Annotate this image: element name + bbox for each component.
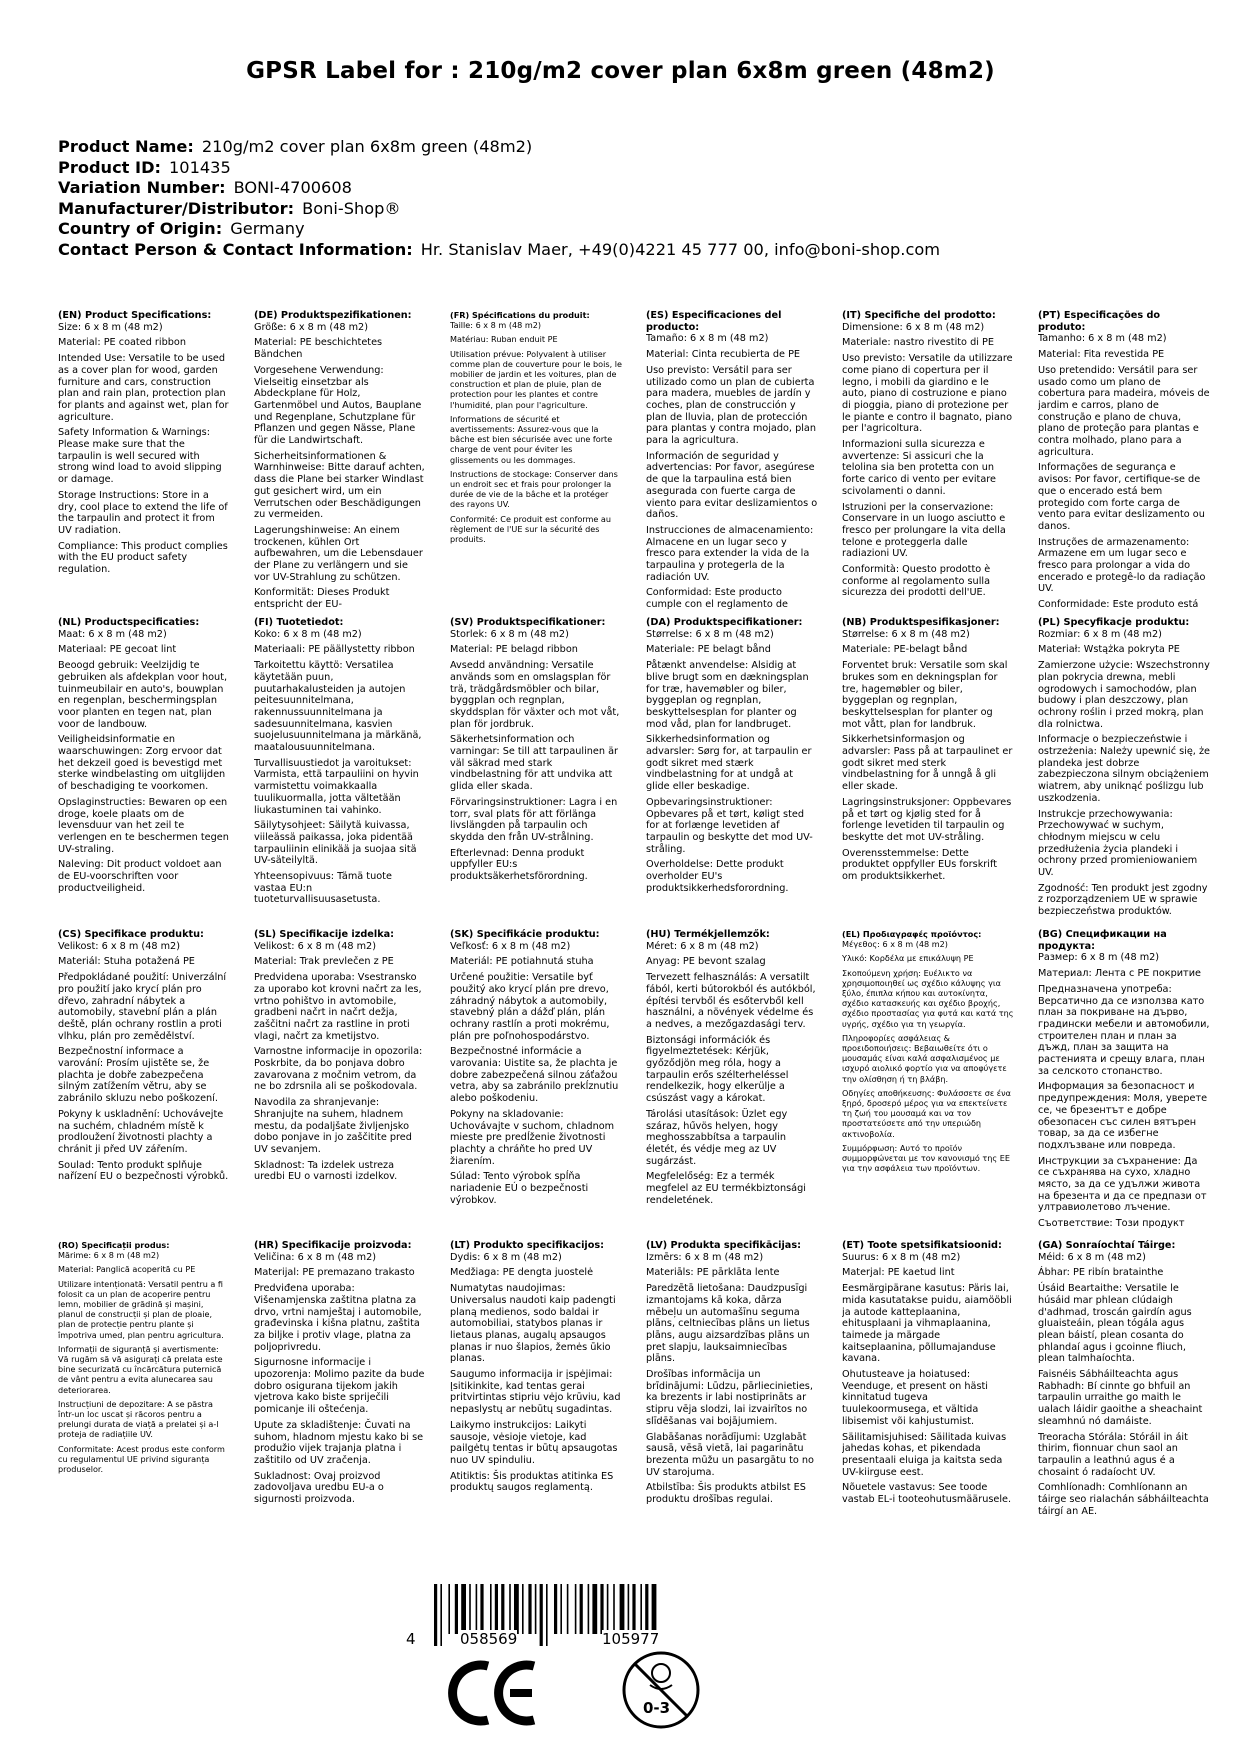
barcode-bar [640,1584,642,1634]
spec-paragraph: Sikkerhetsinformasjon og advarsler: Pass på at tarpaulinet er godt sikret med sterk vindbelastning for å unngå å gli eller skade. [842,734,1013,793]
info-label: Product ID: [58,157,161,177]
info-label: Variation Number: [58,178,226,197]
spec-heading: (LT) Produkto specifikacijos: [450,1240,605,1251]
spec-paragraph: Soulad: Tento produkt splňuje nařízení EU o bezpečnosti výrobků. [58,1159,229,1183]
spec-heading: (RO) Specificații produs: [58,1240,170,1250]
spec-heading: (SK) Špecifikácie produktu: [450,929,600,940]
barcode-bar [613,1584,615,1634]
spec-paragraph: Konformität: Dieses Produkt entspricht der EU- [254,587,390,610]
barcode-bar [448,1584,450,1634]
spec-paragraph: Material: PE beschichtetes Bändchen [254,337,383,361]
spec-paragraph: Medžiaga: PE dengta juostelė [450,1267,594,1279]
spec-section [450,929,622,1229]
barcode-bar [501,1584,504,1634]
spec-paragraph: Materijal: PE premazano trakasto [254,1267,415,1279]
spec-paragraph: Varnostne informacije in opozorila: Poskrbite, da bo ponjava dobro zavarovana z močnim vetrom, da ne bo zdrsnila ali se poškodovala. [254,1046,423,1093]
spec-size: Méret: 6 x 8 m (48 m2) [646,940,759,952]
spec-size: Tamaño: 6 x 8 m (48 m2) [646,333,769,345]
spec-paragraph: Tarkoitettu käyttö: Versatilea käytetään puun, puutarhakalusteiden ja autojen peitesuunnitelmana, rakennussuunnitelmana ja sadesuunnitelmana, kasvien suojelusuunnitelmana ja märkänä, maatalousuunnitelmana. [254,660,422,754]
info-row [58,219,1198,240]
spec-paragraph: Safety Information & Warnings: Please make sure that the tarpaulin is well secured with strong wind load to avoid slipping or damage. [58,427,222,486]
spec-size: Størrelse: 6 x 8 m (48 m2) [646,628,774,640]
barcode-bar [554,1584,557,1634]
barcode-bar [461,1584,466,1634]
barcode-bar [546,1584,548,1646]
spec-paragraph: Ábhar: PE ribín bratainthe [1038,1267,1164,1279]
spec-paragraph: Pokyny na skladovanie: Uchovávajte v suchom, chladnom mieste pre predĺženie životnosti plachty a chráňte ho pred UV žiarením. [450,1108,615,1167]
spec-heading: (SL) Specifikacije izdelka: [254,929,395,940]
spec-paragraph: Atitiktis: Šis produktas atitinka ES produktų saugos reglamentą. [450,1470,614,1494]
spec-heading: (EL) Προδιαγραφές προϊόντος: [842,929,982,939]
info-value: Hr. Stanislav Maer, +49(0)4221 45 777 00, info@boni-shop.com [420,239,941,259]
spec-size: Rozmiar: 6 x 8 m (48 m2) [1038,628,1162,640]
spec-paragraph: Treoracha Stórála: Stóráil in áit thirim, fionnuar chun saol an tarpaulin a leathnú agus é a chosaint ó radaíocht UV. [1038,1431,1188,1478]
spec-paragraph: Sicherheitsinformationen & Warnhinweise: Bitte darauf achten, dass die Plane bei starker Windlast gut gesichert wird, um ein Verrutschen oder Beschädigungen zu vermeiden. [254,450,425,521]
spec-section [842,310,1014,610]
info-row [58,137,1198,158]
barcode-bar [514,1584,519,1634]
spec-paragraph: Biztonsági információk és figyelmeztetések: Kérjük, győződjön meg róla, hogy a tarpaulin erős szélterheléssel rendelkezik, hogy elkerülje a csúszást vagy a károkat. [646,1034,789,1105]
barcode-bar [620,1584,625,1634]
barcode-bar [455,1584,458,1634]
spec-paragraph: Инструкции за съхранение: Да се съхранява на сухо, хладно място, за да се удължи живота на брезента и да се предпази от ултравиолетово лъчение. [1038,1155,1207,1214]
spec-size: Taille: 6 x 8 m (48 m2) [450,320,542,331]
spec-size: Mărime: 6 x 8 m (48 m2) [58,1250,160,1261]
info-value: Boni-Shop® [302,198,401,218]
spec-size: Izmērs: 6 x 8 m (48 m2) [646,1251,764,1263]
barcode-bar [434,1584,437,1646]
spec-size: Storlek: 6 x 8 m (48 m2) [450,628,569,640]
spec-paragraph: Comhlíonadh: Comhlíonann an táirge seo rialachán sábháilteachta táirgí an AE. [1038,1482,1209,1517]
spec-paragraph: Conformità: Questo prodotto è conforme al regolamento sulla sicurezza dei prodotti dell'UE. [842,564,991,599]
spec-heading: (PT) Especificações do produto: [1038,310,1161,333]
spec-paragraph: Tárolási utasítások: Üzlet egy száraz, hűvös helyen, hogy meghosszabbítsa a tarpaulin életét, és védje meg az UV sugárzást. [646,1108,788,1167]
spec-size: Größe: 6 x 8 m (48 m2) [254,321,368,333]
spec-paragraph: Určené použitie: Versatile byť použitý ako krycí plán pre drevo, záhradný nábytok a automobily, stavebný plán a dážď plán, plán ochrany rastlín a proti mokrému, plán pre poľnohospodárstvo. [450,972,610,1042]
spec-paragraph: Opslaginstructies: Bewaren op een droge, koele plaats om de levensduur van het zeil te verlengen en te beschermen tegen UV-straling. [58,796,229,855]
spec-paragraph: Informazioni sulla sicurezza e avvertenze: Si assicuri che la telolina sia ben protetta con un forte carico di vento per evitare scivolamenti o danni. [842,439,997,497]
spec-paragraph: Compliance: This product complies with the EU product safety regulation. [58,540,228,576]
spec-paragraph: Anyag: PE bevont szalag [646,956,766,968]
barcode-bar [607,1584,609,1634]
barcode-bar [560,1584,562,1634]
spec-paragraph: Glabāšanas norādījumi: Uzglabāt sausā, vēsā vietā, lai pagarinātu brezenta mūžu un pasargātu to no UV starojuma. [646,1431,814,1478]
spec-size: Size: 6 x 8 m (48 m2) [58,321,163,333]
age-warning-icon [620,1645,702,1735]
spec-section [646,617,818,917]
barcode [406,1584,732,1648]
spec-size: Tamanho: 6 x 8 m (48 m2) [1038,333,1167,345]
barcode-bar [490,1584,492,1634]
barcode-bar [628,1584,630,1634]
spec-paragraph: Materiał: Wstążka pokryta PE [1038,644,1180,656]
spec-paragraph: Faisnéis Sábháilteachta agus Rabhadh: Bí cinnte go bhfuil an tarpaulin urraithe go maith le ualach láidir gaoithe a sheachaint sleamhnú nó damáiste. [1038,1369,1203,1427]
spec-section [1038,310,1210,610]
spec-heading: (HR) Specifikacije proizvoda: [254,1240,412,1251]
spec-paragraph: Uso previsto: Versátil para ser utilizado como un plan de cubierta para madera, muebles de jardín y coches, plan de construcción y plan de lluvia, plan de protección para plantas y contra mojado, plan para la agricultura. [646,364,817,447]
spec-paragraph: Instrucțiuni de depozitare: A se păstra într-un loc uscat și răcoros pentru a prelungi durata de viață a prelatei și a-l proteja de radiațiile UV. [58,1398,219,1440]
spec-heading: (EN) Product Specifications: [58,310,212,321]
spec-paragraph: Uso previsto: Versatile da utilizzare come piano di copertura per il legno, i mobili da giardino e le auto, piano di costruzione e piano di pioggia, piano di protezione per le piante e contro il bagnato, piano per l'agricoltura. [842,353,1013,435]
barcode-bar [480,1584,483,1634]
info-row [58,158,1198,179]
spec-paragraph: Utilizare intenționată: Versatil pentru a fi folosit ca un plan de acoperire pentru lemn, mobilier de grădină și mașini, planul de construcții și plan de ploaie, plan de protecție pentru plante și împotriva umed, plan pentru agricultura. [58,1278,224,1340]
spec-paragraph: Navodila za shranjevanje: Shranjujte na suhem, hladnem mestu, da podaljšate življenjsko dobo ponjave in jo zaščitite pred UV sevanjem. [254,1097,412,1155]
spec-paragraph: Turvallisuustiedot ja varoitukset: Varmista, että tarpauliini on hyvin varmistettu voimakkaalla tuulikuormalla, jotta vältetään liukastuminen tai vahinko. [254,757,419,816]
spec-heading: (NL) Productspecificaties: [58,617,200,628]
spec-paragraph: Υλικό: Κορδέλα με επικάλυψη PE [842,953,974,964]
spec-paragraph: Istruzioni per la conservazione: Conservare in un luogo asciutto e fresco per prolungare la vita della telone e proteggerla dalle radiazioni UV. [842,501,1006,560]
spec-size: Μέγεθος: 6 x 8 m (48 m2) [842,939,948,950]
barcode-bar [600,1584,603,1634]
barcode-bar [567,1584,569,1634]
barcode-bar [522,1584,524,1634]
spec-paragraph: Materiale: PE-belagt bånd [842,644,968,656]
spec-paragraph: Zgodność: Ten produkt jest zgodny z rozporządzeniem UE w sprawie bezpieczeństwa produktów. [1038,882,1208,917]
spec-size: Velikost: 6 x 8 m (48 m2) [58,940,180,952]
spec-section [1038,1240,1210,1540]
spec-paragraph: Instrukcje przechowywania: Przechowywać w suchym, chłodnym miejscu w celu przedłużenia życia plandeki i ochrony przed promieniowaniem UV. [1038,808,1198,879]
spec-paragraph: Úsáid Beartaithe: Versatile le húsáid mar phlean clúdaigh d'adhmad, troscán gairdín agus gluaisteáin, plean tógála agus plean báistí, plean cosanta do phlandaí agus i gcoinne fliuch, plean talmhaíochta. [1038,1283,1192,1365]
spec-paragraph: Instrucciones de almacenamiento: Almacene en un lugar seco y fresco para extender la vida de la tarpaulina y protegerla de la radiación UV. [646,524,814,583]
spec-paragraph: Ohutusteave ja hoiatused: Veenduge, et present on hästi kinnitatud tugeva tuulekoormusega, et vältida libisemist või kahjustumist. [842,1369,988,1427]
spec-paragraph: Material: PE belagd ribbon [450,644,578,656]
spec-heading: (FR) Spécifications du produit: [450,310,590,320]
specifications-grid [58,310,1210,1550]
spec-paragraph: Overholdelse: Dette produkt overholder EU's produktsikkerhedsforordning. [646,859,789,894]
spec-section [254,929,426,1229]
barcode-bar [469,1584,471,1634]
spec-paragraph: Sukladnost: Ovaj proizvod zadovoljava uredbu EU-a o sigurnosti proizvoda. [254,1470,384,1506]
barcode-bar [476,1584,478,1634]
spec-size: Veľkosť: 6 x 8 m (48 m2) [450,940,571,952]
spec-paragraph: Σκοπούμενη χρήση: Ευέλικτο να χρησιμοποιηθεί ως σχέδιο κάλυψης για ξύλο, έπιπλα κήπου και αυτοκίνητα, σχέδιο κατασκευής και σχέδιο βροχής, σχέδιο προστασίας για φυτά και κατά της υγρής, σχέδιο για τη γεωργία. [842,967,1014,1029]
spec-heading: (BG) Спецификации на продукта: [1038,929,1167,952]
ce-mark-icon [448,1658,540,1728]
spec-paragraph: Forventet bruk: Versatile som skal brukes som en dekningsplan for tre, hagemøbler og biler, byggeplan og regnplan, beskyttelsesplan for planter og mot vått, plan for landbruk. [842,660,1008,730]
spec-paragraph: Πληροφορίες ασφάλειας & προειδοποιήσεις: Βεβαιωθείτε ότι ο μουσαμάς είναι καλά ασφαλισμένος με ισχυρό αιολικό φορτίο για να αποφύγετε την ολίσθηση ή τη βλάβη. [842,1032,1007,1084]
spec-paragraph: Säkerhetsinformation och varningar: Se till att tarpaulinen är väl säkrad med stark vindbelastning för att undvika att glida eller skada. [450,734,619,793]
info-row [58,240,1198,261]
barcode-bar [509,1584,511,1634]
spec-section [58,310,230,610]
spec-paragraph: Upute za skladištenje: Čuvati na suhom, hladnom mjestu kako bi se produžio vijek trajanja platna i zaštitilo od UV zračenja. [254,1419,424,1466]
spec-heading: (PL) Specyfikacje produktu: [1038,617,1190,628]
spec-paragraph: Conformité: Ce produit est conforme au règlement de l'UE sur la sécurité des produits. [450,513,611,545]
barcode-bar [440,1584,442,1646]
spec-section [58,929,230,1229]
spec-paragraph: Predviđena uporaba: Višenamjenska zaštitna platna za drvo, vrtni namještaj i automobile, građevinska i kišna platnu, zaštita za biljke i protiv vlage, platna za poljoprivredu. [254,1283,422,1353]
spec-paragraph: Material: Panglică acoperită cu PE [58,1264,196,1275]
spec-paragraph: Påtænkt anvendelse: Alsidig at blive brugt som en dækningsplan for træ, havemøbler og biler, byggeplan og regnplan, beskyttelsesplan for planter og mod våd, plan for landbruget. [646,660,809,730]
spec-section [254,1240,426,1540]
spec-paragraph: Lagerungshinweise: An einem trockenen, kühlen Ort aufbewahren, um die Lebensdauer der Plane zu verlängern und sie vor UV-Strahlung zu schützen. [254,524,423,583]
spec-heading: (DA) Produktspecifikationer: [646,617,803,628]
barcode-right-digits: 105977 [602,1630,660,1648]
info-row [58,199,1198,220]
info-value: 101435 [168,157,231,177]
spec-heading: (HU) Termékjellemzők: [646,929,770,940]
spec-paragraph: Veiligheidsinformatie en waarschuwingen: Zorg ervoor dat het dekzeil goed is bevestigd met sterke windbelasting om uitglijden of beschadiging te voorkomen. [58,734,226,793]
spec-heading: (CS) Specifikace produktu: [58,929,204,940]
spec-size: Méid: 6 x 8 m (48 m2) [1038,1251,1146,1263]
spec-size: Størrelse: 6 x 8 m (48 m2) [842,628,970,640]
spec-paragraph: Storage Instructions: Store in a dry, cool place to extend the life of the tarpaulin and protect it from UV radiation. [58,489,228,536]
spec-paragraph: Saugumo informacija ir įspėjimai: Įsitikinkite, kad tentas gerai pritvirtintas stipriu vėjo krūviu, kad nepaslystų ar nebūtų sugadintas. [450,1369,621,1416]
spec-paragraph: Beoogd gebruik: Veelzijdig te gebruiken als afdekplan voor hout, tuinmeubilair en auto's, bouwplan en regenplan, beschermingsplan voor planten en tegen nat, plan voor de landbouw. [58,660,228,730]
spec-paragraph: Bezpečnostné informácie a varovania: Uistite sa, že plachta je dobre zabezpečená silnou záťažou vetra, aby sa zabránilo prekĺznutiu alebo poškodeniu. [450,1046,619,1105]
spec-paragraph: Intended Use: Versatile to be used as a cover plan for wood, garden furniture and cars, construction plan and rain plan, protection plan for plants and against wet, plan for agriculture. [58,353,229,423]
spec-paragraph: Съответствие: Този продукт [1038,1218,1185,1229]
barcode-bar [540,1584,543,1646]
spec-paragraph: Súlad: Tento výrobok spĺňa nariadenie EÚ o bezpečnosti výrobkov. [450,1171,589,1206]
spec-section [58,1240,230,1540]
spec-paragraph: Sikkerhedsinformation og advarsler: Sørg for, at tarpaulin er godt sikret med stærk vindbelastning for at undgå at glide eller beskadige. [646,734,812,793]
spec-paragraph: Materiaal: PE gecoat lint [58,644,177,656]
spec-heading: (SV) Produktspecifikationer: [450,617,606,628]
spec-paragraph: Informações de segurança e avisos: Por favor, certifique-se de que o encerado está bem protegido com forte carga de vento para evitar deslizamento ou danos. [1038,462,1205,532]
spec-paragraph: Yhteensopivuus: Tämä tuote vastaa EU:n tuoteturvallisuusasetusta. [254,871,392,906]
spec-size: Dimensione: 6 x 8 m (48 m2) [842,321,985,333]
spec-section [646,310,818,610]
spec-paragraph: Instruções de armazenamento: Armazene em um lugar seco e fresco para prolongar a vida do encerado e protegê-lo da radiação UV. [1038,536,1206,595]
spec-paragraph: Materiaali: PE päällystetty ribbon [254,644,415,656]
spec-size: Maat: 6 x 8 m (48 m2) [58,628,167,640]
spec-section [842,1240,1014,1540]
spec-heading: (DE) Produktspezifikationen: [254,310,412,321]
spec-paragraph: Предназначена употреба: Версатично да се използва като план за покриване на дърво, градински мебели и автомобили, строителен план и план за дъжд, план за защита на растенията и срещу влага, план за селското стопанство. [1038,983,1210,1077]
spec-paragraph: Conformidad: Este producto cumple con el reglamento de [646,587,788,610]
spec-paragraph: Drošības informācija un brīdinājumi: Lūdzu, pārliecinieties, ka brezents ir labi nostiprināts ar stipru vēja slodzi, lai izvairītos no slīdēšanas vai bojājumiem. [646,1369,813,1427]
spec-paragraph: Material: Cinta recubierta de PE [646,349,801,361]
spec-size: Suurus: 6 x 8 m (48 m2) [842,1251,961,1263]
spec-size: Dydis: 6 x 8 m (48 m2) [450,1251,562,1263]
product-info [58,137,1198,260]
spec-paragraph: Materiale: nastro rivestito di PE [842,337,994,349]
spec-paragraph: Atbilstība: Šis produkts atbilst ES produktu drošības regulai. [646,1482,806,1506]
spec-paragraph: Material: Trak prevlečen z PE [254,956,394,968]
spec-heading: (NB) Produktspesifikasjoner: [842,617,1000,628]
spec-paragraph: Uso pretendido: Versátil para ser usado como um plano de cobertura para madeira, móveis de jardim e carros, plano de construção e plano de chuva, plano de proteção para plantas e contra molhado, plano para a agricultura. [1038,364,1210,458]
spec-size: Velikost: 6 x 8 m (48 m2) [254,940,376,952]
spec-paragraph: Paredzētā lietošana: Daudzpusīgi izmantojams kā koka, dārza mēbeļu un automašīnu seguma plāns, celtniecības plāns un lietus plāns, augu aizsardzības plāns un pret slapju, lauksaimniecības plāns. [646,1283,810,1365]
spec-paragraph: Tervezett felhasználás: A versatilt fából, kerti bútorokból és autókból, építési tervből és esőtervből kell használni, a növények védelme és a nedves, a mezőgazdasági terv. [646,972,816,1030]
spec-paragraph: Säilitamisjuhised: Säilitada kuivas jahedas kohas, et pikendada presentaali eluiga ja kaitsta seda UV-kiirguse eest. [842,1431,1007,1478]
spec-paragraph: Bezpečnostní informace a varování: Prosím ujistěte se, že plachta je dobře zabezpečena silným zatížením větru, aby se zabránilo skluzu nebo poškození. [58,1046,218,1105]
spec-section [1038,617,1210,917]
barcode-bar [588,1584,590,1634]
spec-paragraph: Utilisation prévue: Polyvalent à utiliser comme plan de couverture pour le bois, le mobilier de jardin et les voitures, plan de construction et plan de pluie, plan de protection pour les plantes et contre l'humidité, plan pour l'agriculture. [450,348,622,410]
spec-paragraph: Avsedd användning: Versatile används som en omslagsplan för trä, trädgårdsmöbler och bilar, byggplan och regnplan, skyddsplan för växter och mot våt, plan för jordbruk. [450,660,620,730]
page-title: GPSR Label for : 210g/m2 cover plan 6x8m green (48m2) [246,58,995,84]
info-row [58,178,1198,199]
barcode-first-digit: 4 [406,1630,416,1648]
spec-size: Veličina: 6 x 8 m (48 m2) [254,1251,377,1263]
spec-section [646,929,818,1229]
spec-section [1038,929,1210,1229]
info-value: BONI-4700608 [233,178,352,197]
spec-section [254,310,426,610]
spec-heading: (IT) Specifiche del prodotto: [842,310,996,321]
spec-paragraph: Συμμόρφωση: Αυτό το προϊόν συμμορφώνεται με τον κανονισμό της ΕΕ για την ασφάλεια των προϊόντων. [842,1142,1010,1174]
spec-paragraph: Matériau: Ruban enduit PE [450,334,558,345]
spec-paragraph: Předpokládané použití: Univerzální pro použití jako krycí plán pro dřevo, zahradní nábytek a automobily, stavební plán a plán deště, plán ochrany rostlin a proti vlhku, plán pro zemědělství. [58,972,227,1042]
info-value: Germany [230,219,305,238]
spec-paragraph: Vorgesehene Verwendung: Vielseitig einsetzbar als Abdeckplane für Holz, Gartenmöbel und Autos, Bauplane und Regenplane, Schutzplane für Pflanzen und gegen Nässe, Plane für die Landwirtschaft. [254,364,422,447]
spec-section [646,1240,818,1540]
spec-paragraph: Materiál: PE potiahnutá stuha [450,956,594,968]
spec-paragraph: Lagringsinstruksjoner: Oppbevares på et tørt og kjølig sted for å forlenge levetiden til tarpaulin og beskytte det mot UV-stråling. [842,796,1012,843]
spec-paragraph: Materiale: PE belagt bånd [646,644,771,656]
spec-paragraph: Predvidena uporaba: Vsestransko za uporabo kot krovni načrt za les, vrtno pohištvo in avtomobile, gradbeni načrt in načrt dežja, zaščitni načrt za rastline in proti vlagi, načrt za kmetijstvo. [254,972,422,1042]
spec-paragraph: Numatytas naudojimas: Universalus naudoti kaip padengti planą medienos, sodo baldai ir automobiliai, statybos planas ir lietaus planas, augalų apsaugos planas ir nuo šlapios, žemės ūkio planas. [450,1283,616,1365]
barcode-bar [535,1584,537,1634]
spec-heading: (ET) Toote spetsifikatsioonid: [842,1240,1002,1251]
spec-paragraph: Informacje o bezpieczeństwie i ostrzeżenia: Należy upewnić się, że plandeka jest dobrze zabezpieczona silnym obciążeniem wiatrem, aby uniknąć poślizgu lub uszkodzenia. [1038,734,1210,804]
barcode-bar [528,1584,531,1634]
barcode-bar [592,1584,597,1634]
spec-paragraph: Conformitate: Acest produs este conform cu regulamentul UE privind siguranța produselor. [58,1443,225,1475]
spec-section [450,617,622,917]
spec-paragraph: Pokyny k uskladnění: Uchovávejte na suchém, chladném místě k prodloužení životnosti plachty a chránit ji před UV zářením. [58,1108,224,1155]
spec-paragraph: Skladnost: Ta izdelek ustreza uredbi EU o varnosti izdelkov. [254,1159,398,1183]
spec-paragraph: Zamierzone użycie: Wszechstronny plan pokrycia drewna, mebli ogrodowych i samochodów, plan budowy i plan deszczowy, plan ochrony roślin i przed mokrą, plan dla rolnictwa. [1038,660,1210,730]
spec-heading: (GA) Sonraíochtaí Táirge: [1038,1240,1176,1251]
info-value: 210g/m2 cover plan 6x8m green (48m2) [201,137,533,156]
spec-paragraph: Sigurnosne informacije i upozorenja: Molimo pazite da bude dobro osigurana tijekom jakih vjetrova kako biste spriječili pomicanje ili oštećenja. [254,1357,425,1416]
spec-paragraph: Overensstemmelse: Dette produktet oppfyller EUs forskrift om produktsikkerhet. [842,847,998,883]
info-label: Manufacturer/Distributor: [58,198,295,218]
spec-heading: (LV) Produkta specifikācijas: [646,1240,801,1251]
spec-paragraph: Informații de siguranță și avertismente: Vă rugăm să vă asigurați că prelata este bine securizată cu încărcătura puternică de vânt pentru a evita alunecarea sau deteriorarea. [58,1343,223,1395]
info-label: Country of Origin: [58,219,223,238]
spec-paragraph: Opbevaringsinstruktioner: Opbevares på et tørt, køligt sted for at forlænge levetiden af tarpaulin og beskytte det mod UV-stråling. [646,796,813,855]
spec-size: Размер: 6 x 8 m (48 m2) [1038,952,1160,964]
barcode-bar [632,1584,635,1634]
barcode-bar [580,1584,583,1634]
spec-paragraph: Förvaringsinstruktioner: Lagra i en torr, sval plats för att förlänga livslängden på tarpaulin och skydda den från UV-strålning. [450,796,618,843]
spec-section [450,1240,622,1540]
info-label: Product Name: [58,137,194,156]
spec-paragraph: Naleving: Dit product voldoet aan de EU-voorschriften voor productveiligheid. [58,859,222,894]
spec-paragraph: Eesmärgipärane kasutus: Päris lai, mida kasutatakse puidu, aiamööbli ja autode katteplaanina, ehitusplaani ja vihmaplaanina, taimede ja märgade kaitseplaanina, põllumajanduse kavana. [842,1283,1012,1365]
spec-section [842,617,1014,917]
spec-paragraph: Materjal: PE kaetud lint [842,1267,955,1279]
barcode-bar [495,1584,498,1634]
spec-paragraph: Megfelelőség: Ez a termék megfelel az EU termékbiztonsági rendeletének. [646,1171,806,1206]
spec-paragraph: Materiál: Stuha potažená PE [58,956,195,968]
spec-paragraph: Nõuetele vastavus: See toode vastab EL-i tooteohutusmäärusele. [842,1482,1012,1506]
spec-section [842,929,1014,1229]
spec-paragraph: Laikymo instrukcijos: Laikyti sausoje, vėsioje vietoje, kad pailgėtų tentas ir būtų apsaugotas nuo UV spinduliu. [450,1419,618,1466]
spec-section [254,617,426,917]
info-label: Contact Person & Contact Information: [58,239,413,259]
barcode-bar [575,1584,577,1634]
spec-paragraph: Material: Fita revestida PE [1038,349,1165,361]
spec-heading: (ES) Especificaciones del producto: [646,310,782,333]
spec-paragraph: Conformidade: Este produto está [1038,599,1199,610]
spec-paragraph: Instructions de stockage: Conserver dans un endroit sec et frais pour prolonger la durée de vie de la bâche et la protéger des rayons UV. [450,468,618,510]
spec-paragraph: Информация за безопасност и предупреждения: Моля, уверете се, че брезентът е добре обезопасен със силен вятърен товар, за да се избегне подхлъзване или повреда. [1038,1081,1208,1151]
spec-paragraph: Información de seguridad y advertencias: Por favor, asegúrese de que la tarpaulina está bien asegurada con fuerte carga de viento para evitar deslizamientos o daños. [646,450,818,521]
barcode-left-digits: 058569 [460,1630,518,1648]
spec-heading: (FI) Tuotetiedot: [254,617,344,628]
spec-paragraph: Материал: Лента с PE покритие [1038,968,1201,980]
spec-paragraph: Säilytysohjeet: Säilytä kuivassa, viileässä paikassa, joka pidentää tarpauliinin elinikää ja suojaa sitä UV-säteilyltä. [254,820,417,867]
spec-paragraph: Material: PE coated ribbon [58,337,186,349]
spec-section [58,617,230,917]
age-label: 0-3 [643,1699,671,1717]
spec-paragraph: Informations de sécurité et avertissements: Assurez-vous que la bâche est bien sécurisée avec une forte charge de vent pour éviter les glissements ou les dommages. [450,413,613,465]
spec-size: Koko: 6 x 8 m (48 m2) [254,628,362,640]
spec-paragraph: Materiāls: PE pārklāta lente [646,1267,780,1279]
spec-paragraph: Efterlevnad: Denna produkt uppfyller EU:s produktsäkerhetsförordning. [450,847,588,883]
spec-paragraph: Οδηγίες αποθήκευσης: Φυλάσσετε σε ένα ξηρό, δροσερό μέρος για να επεκτείνετε τη ζωή του μουσαμά και να τον προστατεύσετε από την υπεριώδη ακτινοβολία. [842,1087,1012,1139]
spec-section [450,310,622,610]
